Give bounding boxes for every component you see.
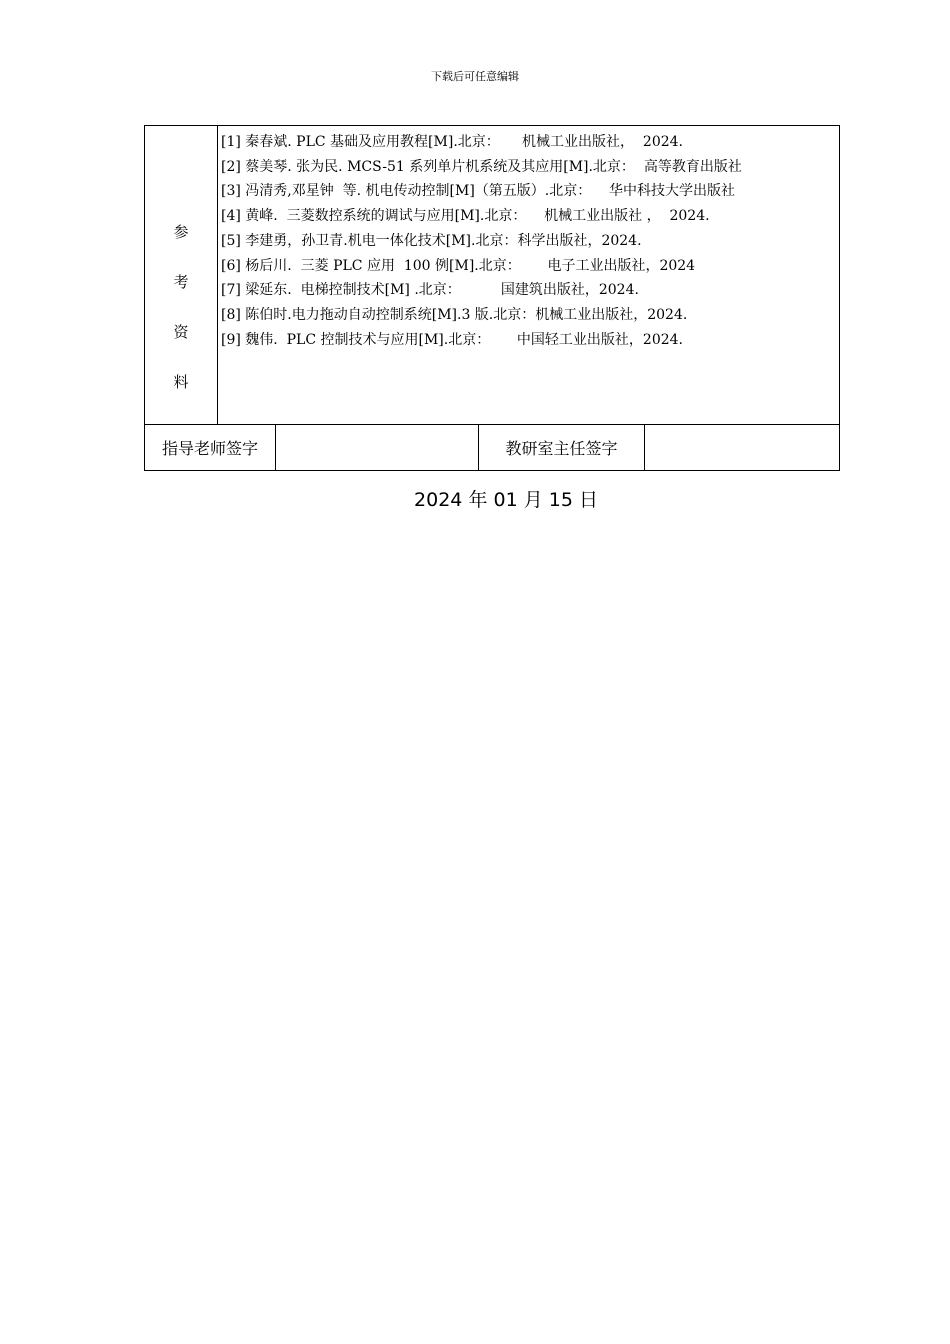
reference-item: [4] 黄峰. 三菱数控系统的调试与应用[M].北京： 机械工业出版社 ， 2024. — [221, 208, 710, 225]
page-header-note: 下载后可任意编辑 — [431, 70, 519, 83]
reference-item: [8] 陈伯时.电力拖动自动控制系统[M].3 版.北京：机械工业出版社，2024. — [221, 306, 688, 323]
reference-item: [5] 李建勇，孙卫青.机电一体化技术[M].北京：科学出版社，2024. — [221, 232, 642, 249]
reference-item: [2] 蔡美琴. 张为民. MCS-51 系列单片机系统及其应用[M].北京： 高等教育出版社 — [221, 158, 742, 175]
reference-table — [144, 125, 840, 471]
references-label — [145, 143, 217, 407]
references-label-cell — [145, 126, 218, 425]
reference-item: [6] 杨后川. 三菱 PLC 应用 100 例[M].北京： 电子工业出版社，2024 — [221, 257, 696, 274]
advisor-signature-label: 指导老师签字 — [145, 425, 276, 471]
director-signature-field[interactable] — [645, 425, 840, 471]
director-signature-label: 教研室主任签字 — [479, 425, 645, 471]
advisor-signature-field[interactable] — [276, 425, 479, 471]
references-label-char: 料 — [173, 373, 189, 391]
reference-item: [9] 魏伟. PLC 控制技术与应用[M].北京： 中国轻工业出版社，2024. — [221, 331, 683, 348]
references-label-char: 参 — [173, 223, 189, 241]
reference-item: [1] 秦春斌. PLC 基础及应用教程[M].北京： 机械工业出版社， 2024. — [221, 134, 683, 150]
document-date: 2024 年 01 月 15 日 — [414, 489, 598, 511]
references-label-char: 考 — [173, 273, 189, 291]
references-row — [145, 126, 840, 425]
reference-item: [7] 梁延东. 电梯控制技术[M] .北京： 国建筑出版社，2024. — [221, 282, 639, 299]
references-label-char: 资 — [173, 323, 189, 341]
signature-row — [145, 425, 840, 471]
references-list — [218, 126, 840, 425]
reference-item: [3] 冯清秀,邓星钟 等. 机电传动控制[M]（第五版）.北京： 华中科技大学出版社 — [221, 183, 736, 200]
